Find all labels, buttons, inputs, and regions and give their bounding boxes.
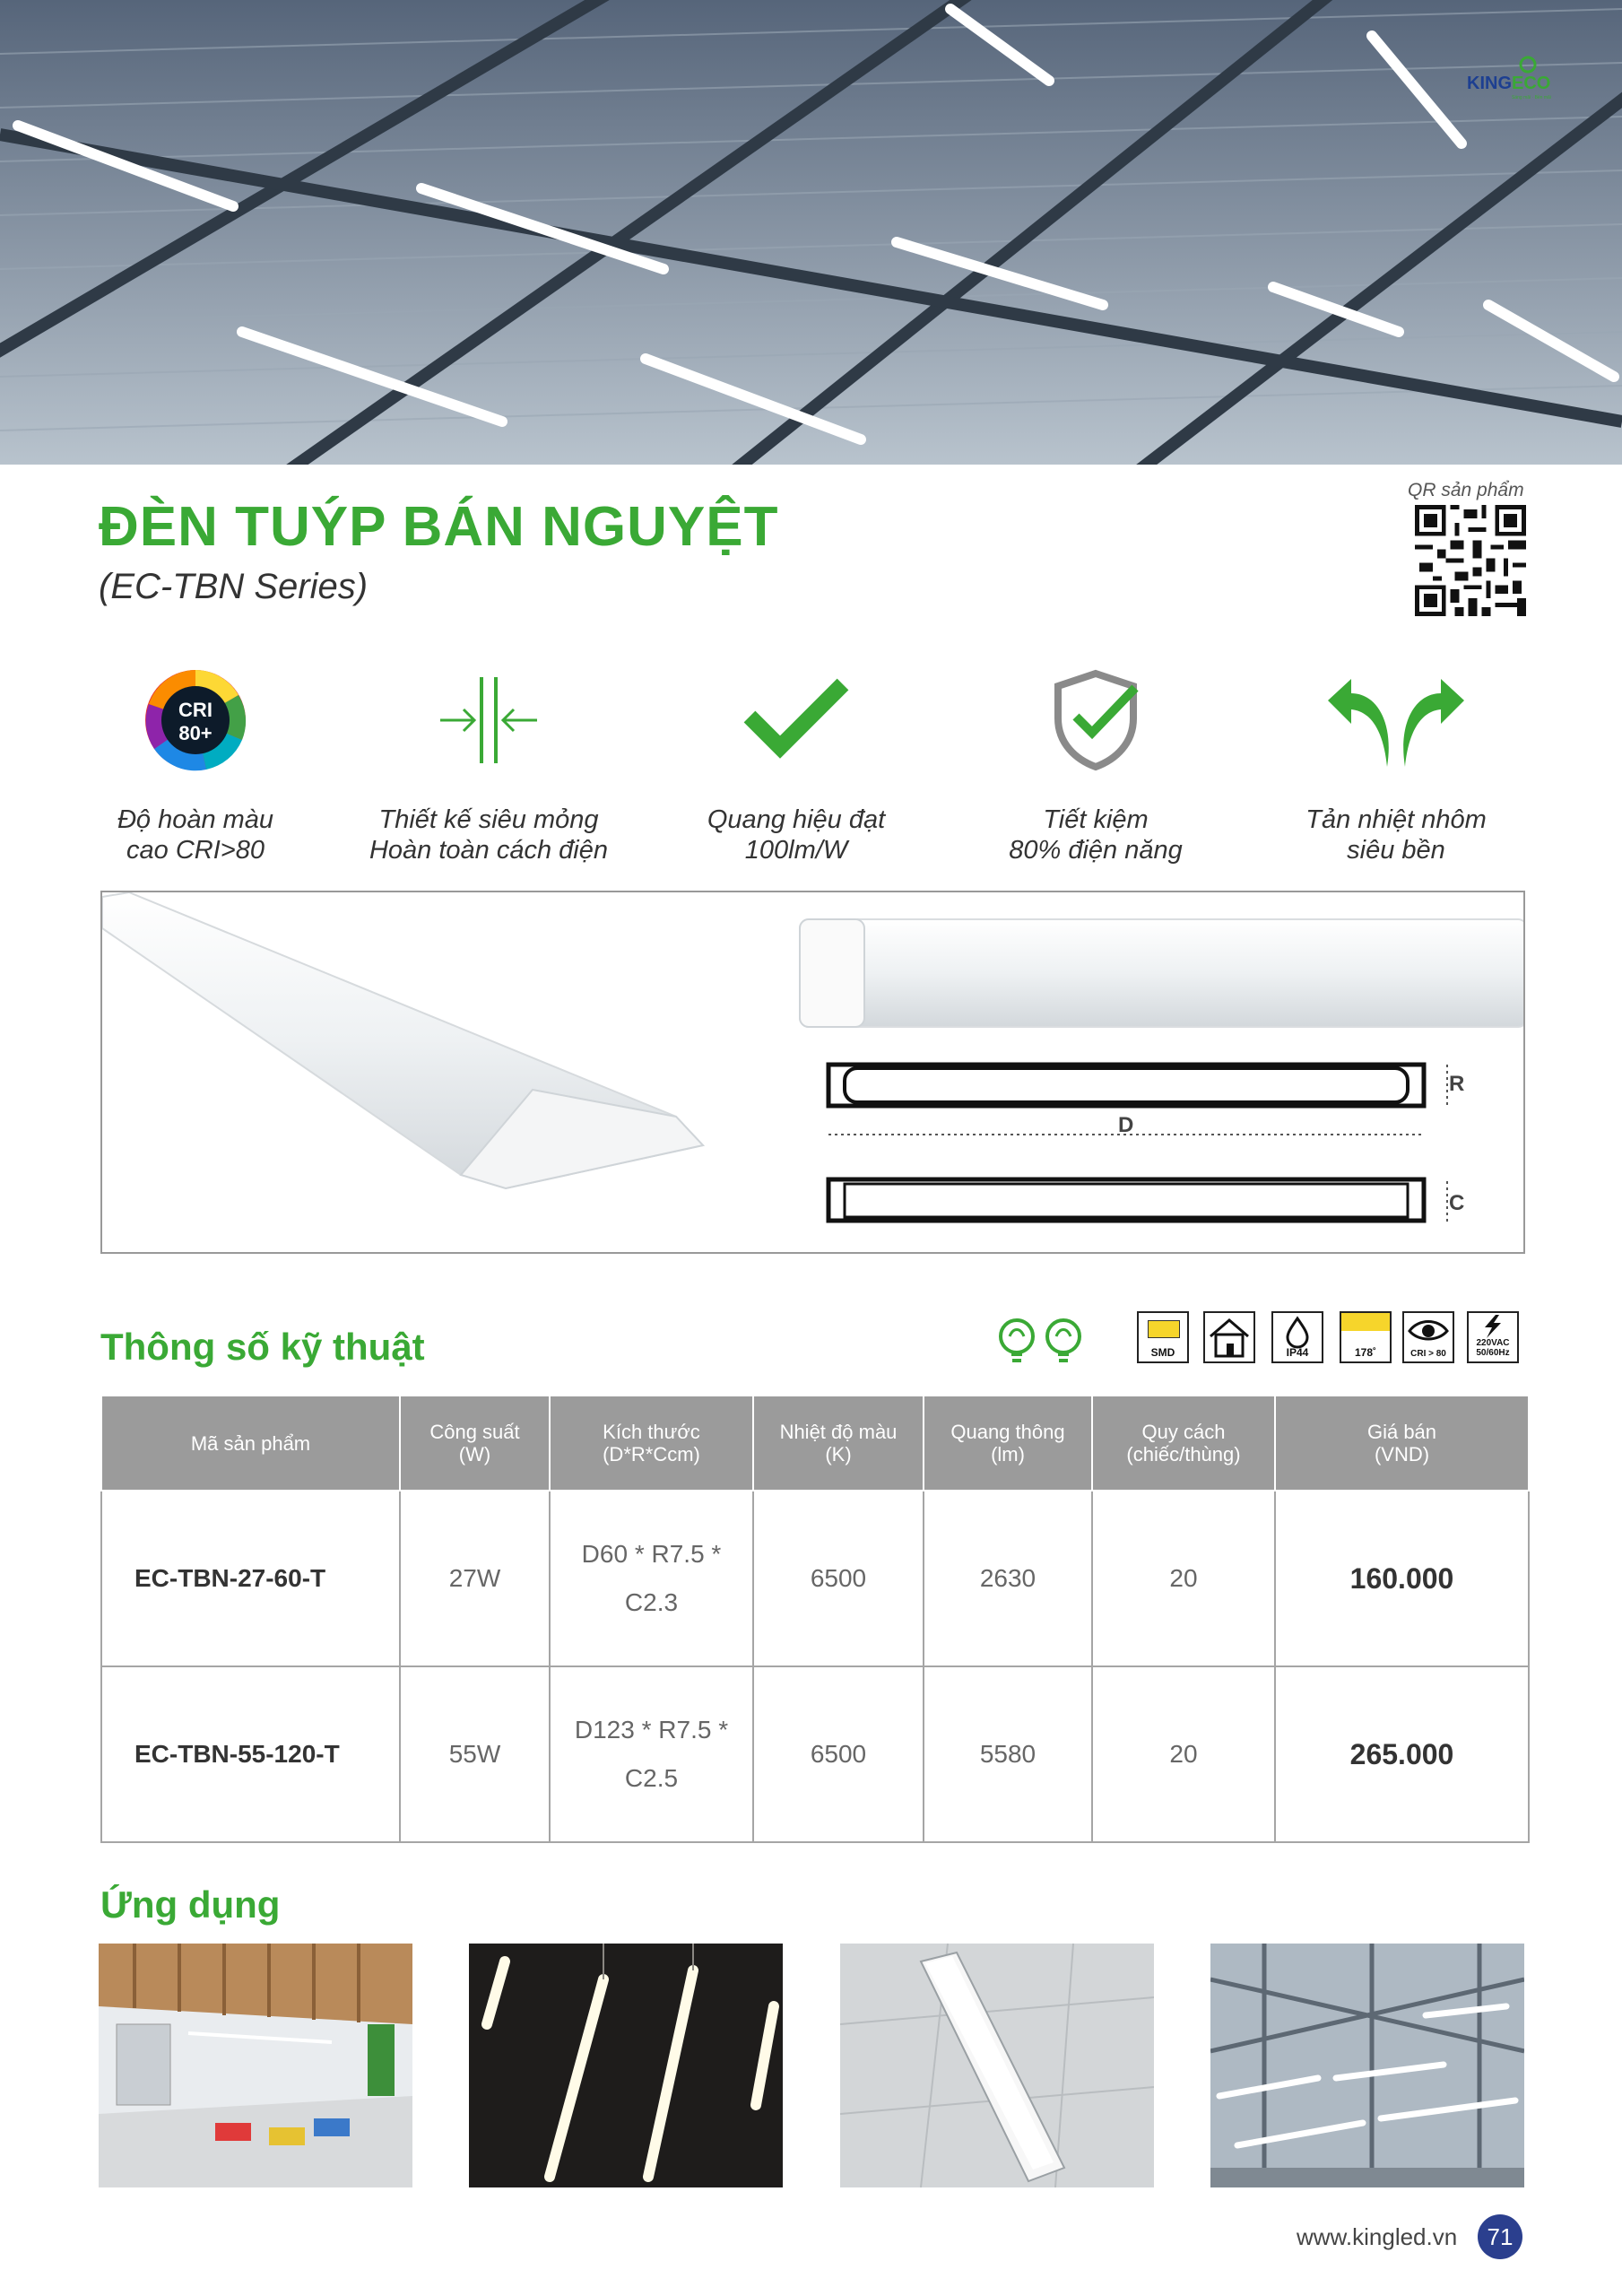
cert-ip44-label: IP44	[1286, 1346, 1309, 1359]
lightning-icon	[1469, 1313, 1517, 1338]
slim-design-icon	[435, 668, 542, 772]
cell-product-code: EC-TBN-27-60-T	[101, 1491, 400, 1666]
brand-logo	[1467, 56, 1567, 100]
cell-lumen: 2630	[924, 1491, 1092, 1666]
feature-line2: cao CRI>80	[126, 836, 265, 865]
cell-power: 55W	[400, 1666, 550, 1842]
eye-icon	[1404, 1313, 1453, 1345]
heat-arrows-icon	[1324, 668, 1468, 772]
checkmark-icon	[742, 668, 850, 772]
feature-line2: siêu bền	[1347, 836, 1445, 865]
cell-power: 27W	[400, 1491, 550, 1666]
qr-label: QR sản phẩm	[1408, 480, 1524, 500]
dimension-c-label: C	[1449, 1191, 1465, 1215]
logo-bulb-icon	[1519, 56, 1537, 74]
feature-heat	[1253, 668, 1540, 865]
indoor-icon	[1203, 1311, 1255, 1363]
cert-cri-label: CRI > 80	[1410, 1349, 1446, 1359]
cell-packing: 20	[1092, 1491, 1275, 1666]
application-tile-ceiling-image	[840, 1944, 1154, 2187]
table-row	[101, 1666, 1529, 1842]
cri-wheel-icon	[143, 668, 247, 772]
feature-line1: Thiết kế siêu mỏng	[378, 805, 599, 834]
cert-frequency-label: 50/60Hz	[1476, 1348, 1510, 1358]
table-row	[101, 1491, 1529, 1666]
tube-light-illustration	[102, 892, 1525, 1254]
cert-voltage-label: 220VAC	[1476, 1338, 1510, 1348]
header-lumen: Quang thông (lm)	[924, 1396, 1092, 1491]
feature-efficacy	[653, 668, 940, 865]
table-header-row	[101, 1396, 1529, 1491]
feature-line2: Hoàn toàn cách điện	[369, 836, 609, 865]
spec-table	[100, 1395, 1530, 1843]
dimension-r-label: R	[1449, 1072, 1465, 1096]
cell-size: D123 * R7.5 * C2.5	[550, 1666, 753, 1842]
cell-product-code: EC-TBN-55-120-T	[101, 1666, 400, 1842]
cell-lumen: 5580	[924, 1666, 1092, 1842]
cell-price: 265.000	[1275, 1666, 1529, 1842]
cri-eye-icon	[1402, 1311, 1454, 1363]
product-series: (EC-TBN Series)	[99, 567, 369, 606]
cell-color-temp: 6500	[753, 1491, 924, 1666]
beam-angle-icon	[1340, 1311, 1392, 1363]
header-price: Giá bán (VND)	[1275, 1396, 1529, 1491]
cell-color-temp: 6500	[753, 1666, 924, 1842]
cert-smd-label: SMD	[1150, 1346, 1175, 1359]
shield-check-icon	[1051, 668, 1141, 772]
water-drop-icon	[1273, 1313, 1322, 1349]
application-office-image	[99, 1944, 412, 2187]
cert-angle-label: 178˚	[1354, 1346, 1377, 1359]
header-size: Kích thước (D*R*Ccm)	[550, 1396, 753, 1491]
header-product-code: Mã sản phẩm	[101, 1396, 400, 1491]
application-dark-ceiling-image	[469, 1944, 783, 2187]
feature-line1: Quang hiệu đạt	[707, 805, 886, 834]
brand-name: KINGECO	[1467, 74, 1551, 93]
feature-line1: Độ hoàn màu	[117, 805, 274, 834]
cri-icon-text: CRI	[178, 699, 213, 721]
applications-heading: Ứng dụng	[100, 1883, 281, 1926]
cell-size: D60 * R7.5 * C2.3	[550, 1491, 753, 1666]
feature-saving	[952, 668, 1239, 865]
header-power: Công suất (W)	[400, 1396, 550, 1491]
eco-bulbs-icon	[995, 1317, 1085, 1367]
feature-line1: Tiết kiệm	[1043, 805, 1149, 834]
header-packing: Quy cách (chiếc/thùng)	[1092, 1396, 1275, 1491]
specs-heading: Thông số kỹ thuật	[100, 1326, 425, 1368]
house-icon	[1205, 1313, 1253, 1361]
feature-line2: 80% điện năng	[1009, 836, 1183, 865]
feature-slim	[345, 668, 632, 865]
product-title: ĐÈN TUÝP BÁN NGUYỆT	[99, 496, 779, 558]
ip44-icon	[1271, 1311, 1323, 1363]
hero-image	[0, 0, 1622, 465]
footer-website[interactable]: www.kingled.vn	[1297, 2223, 1458, 2250]
cri-icon-value: 80+	[178, 722, 213, 744]
feature-cri	[52, 668, 339, 865]
smd-icon	[1137, 1311, 1189, 1363]
feature-line2: 100lm/W	[744, 836, 848, 865]
dimension-d-label: D	[1118, 1113, 1134, 1137]
product-illustration-box	[100, 891, 1525, 1254]
cell-packing: 20	[1092, 1666, 1275, 1842]
cell-price: 160.000	[1275, 1491, 1529, 1666]
application-warehouse-image	[1210, 1944, 1524, 2187]
warehouse-ceiling-illustration	[0, 0, 1622, 465]
brand-tagline: Sáng mãi · Bền mãi	[1512, 95, 1551, 100]
page-number: 71	[1478, 2214, 1522, 2259]
header-color-temp: Nhiệt độ màu (K)	[753, 1396, 924, 1491]
feature-line1: Tản nhiệt nhôm	[1305, 805, 1487, 834]
qr-code-icon[interactable]	[1415, 505, 1526, 616]
voltage-icon	[1467, 1311, 1519, 1363]
